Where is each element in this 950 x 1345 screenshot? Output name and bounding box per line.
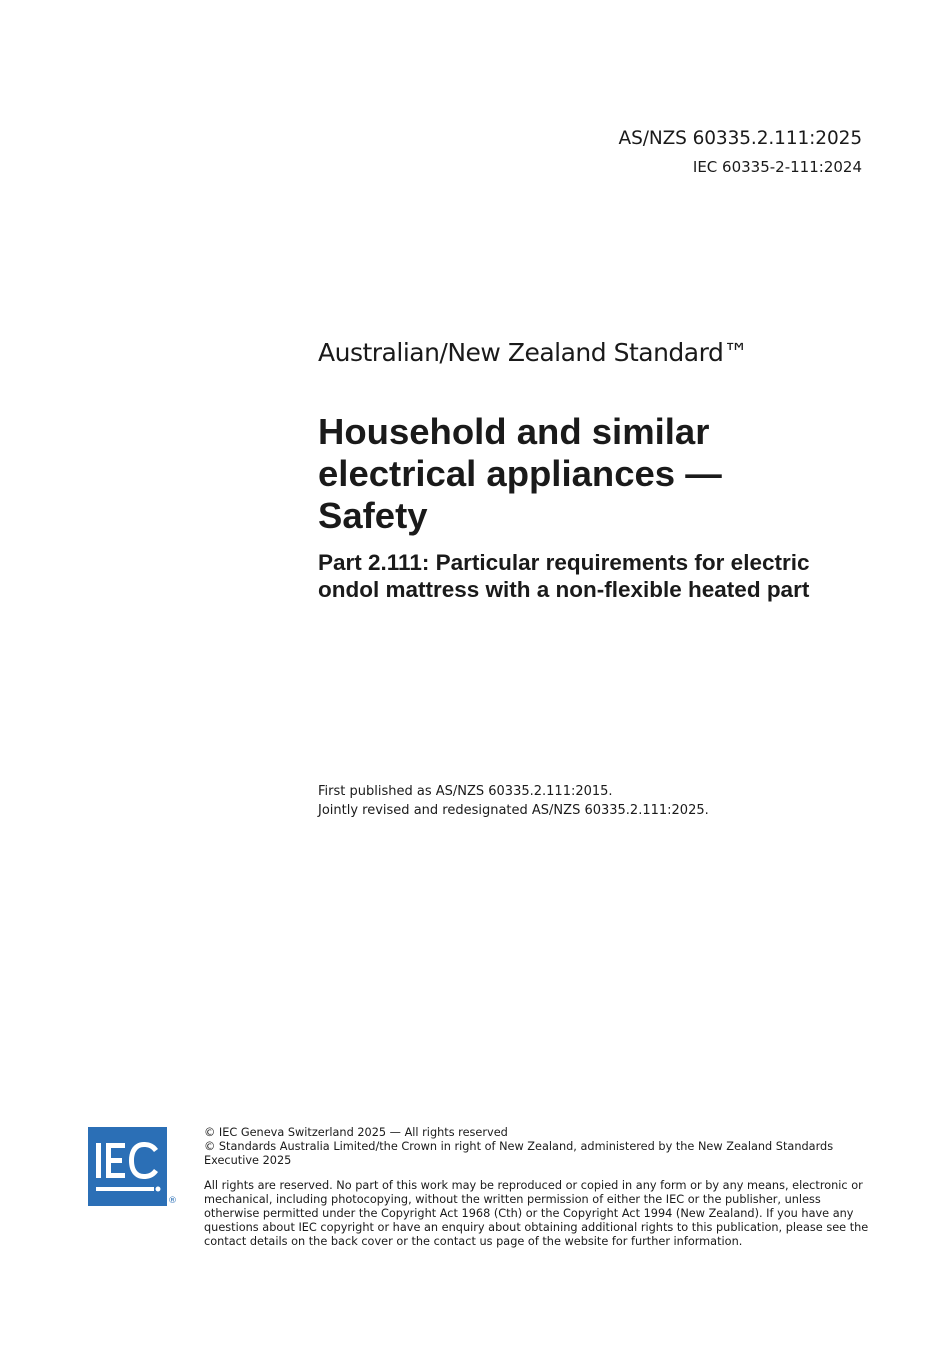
copyright-notice: [204, 1126, 874, 1249]
sa-copyright: © Standards Australia Limited/the Crown in right of New Zealand, administered by the New Zealand Standards Executive 2025: [204, 1140, 834, 1167]
as-nzs-designation: AS/NZS 60335.2.111:2025: [618, 128, 862, 149]
registered-trademark-mark: ®: [168, 1196, 177, 1206]
rights-statement: All rights are reserved. No part of this work may be reproduced or copied in any form or by any means, electronic or mechanical, including photocopying, without the written permission of either the IEC or the publisher, unless otherwise permitted under the Copyright Act 1968 (Cth) or the Copyright Act 1994 (New Zealand). If you have any questions about IEC copyright or have an enquiry about obtaining additional rights to this publication, please see the contact details on the back cover or the contact us page of the website for further information.: [204, 1179, 869, 1248]
title-line-3: Safety: [318, 495, 428, 536]
first-published-note: First published as AS/NZS 60335.2.111:2015.: [318, 784, 613, 799]
subtitle-line-2: ondol mattress with a non-flexible heated part: [318, 577, 810, 602]
document-subtitle: [318, 549, 878, 603]
iec-designation: IEC 60335-2-111:2024: [692, 158, 862, 176]
iec-logo-graphic: [88, 1127, 167, 1206]
title-line-1: Household and similar: [318, 411, 710, 452]
iec-copyright: © IEC Geneva Switzerland 2025 — All rights reserved: [204, 1126, 508, 1139]
standard-type: Australian/New Zealand Standard™: [318, 338, 748, 367]
title-line-2: electrical appliances —: [318, 453, 722, 494]
iec-logo: [88, 1127, 167, 1206]
publication-history: [318, 782, 878, 820]
document-title: [318, 411, 878, 537]
subtitle-line-1: Part 2.111: Particular requirements for electric: [318, 550, 810, 575]
revision-note: Jointly revised and redesignated AS/NZS 60335.2.111:2025.: [318, 803, 709, 818]
